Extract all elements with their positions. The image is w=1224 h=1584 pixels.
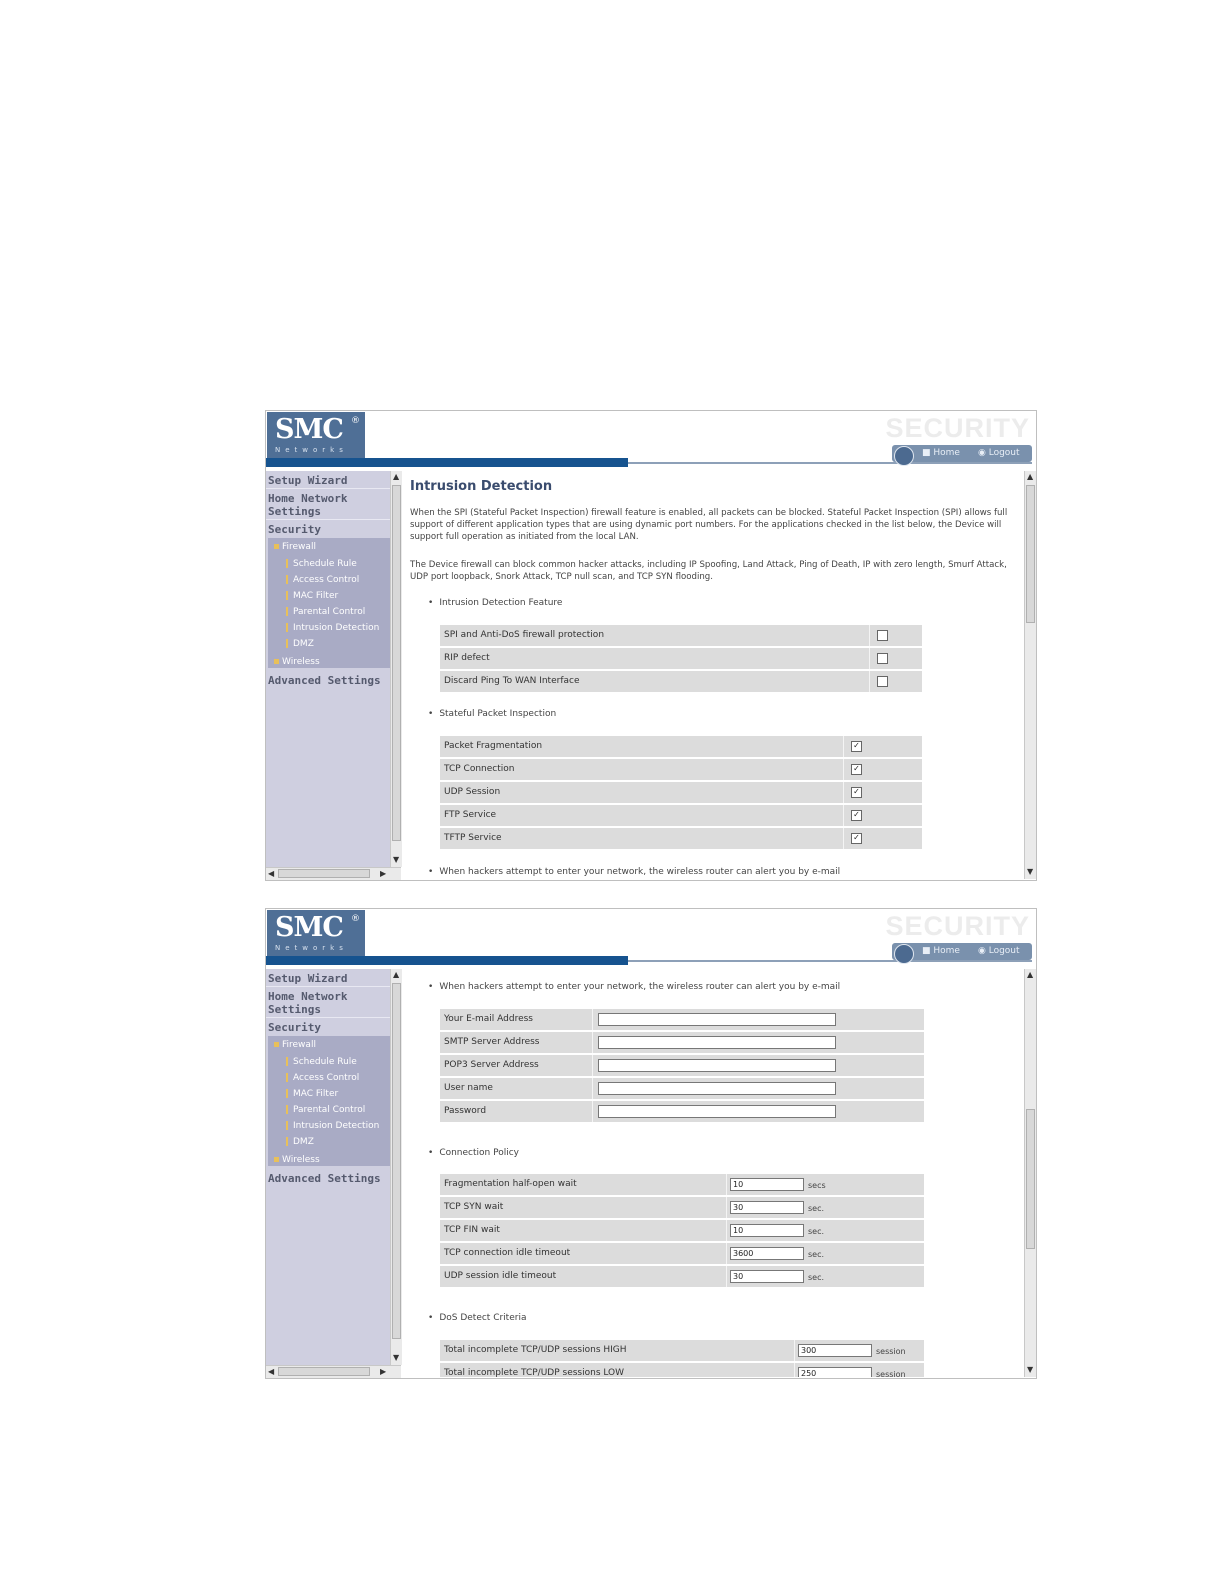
globe-icon [894, 944, 914, 964]
cell-divider [726, 1174, 727, 1195]
table-row [440, 1340, 924, 1361]
table-row [440, 1101, 924, 1122]
sidebar [266, 471, 390, 867]
cell-divider [869, 671, 870, 692]
sidebar-item-access-control[interactable]: Access Control [286, 1073, 359, 1083]
unit-label: secs [808, 1181, 826, 1190]
scroll-up-arrow-icon[interactable]: ▲ [1027, 472, 1034, 481]
sidebar-item-home-network-line2[interactable]: Settings [268, 1003, 321, 1016]
sidebar-horizontal-scrollbar[interactable] [266, 1365, 401, 1378]
logo-registered: ® [351, 914, 360, 924]
cell-divider [843, 736, 844, 757]
header [266, 411, 1036, 471]
row-label: Total incomplete TCP/UDP sessions LOW [444, 1368, 625, 1377]
globe-icon [894, 446, 914, 466]
logo-registered: ® [351, 416, 360, 426]
cell-divider [592, 1101, 593, 1122]
smc-logo [267, 910, 365, 956]
unit-label: session [876, 1370, 906, 1377]
dos-table [440, 1340, 924, 1377]
table-row [440, 1055, 924, 1076]
home-link-label: Home [933, 448, 960, 458]
cell-divider [843, 759, 844, 780]
row-label: Your E-mail Address [444, 1014, 533, 1024]
section-connection-policy [428, 1148, 519, 1158]
section-label: When hackers attempt to enter your network, the wireless router can alert you by e-mail [439, 867, 841, 877]
sessions-low-input[interactable]: 250 [798, 1367, 872, 1377]
cell-divider [726, 1197, 727, 1218]
spi-table [440, 736, 922, 851]
tcp-idle-timeout-input[interactable]: 3600 [730, 1247, 804, 1260]
scroll-right-arrow-icon[interactable]: ▶ [380, 1367, 387, 1376]
main-scroll-thumb[interactable] [1026, 485, 1035, 623]
scroll-down-arrow-icon[interactable]: ▼ [1027, 867, 1034, 876]
sidebar-item-access-control[interactable]: Access Control [286, 575, 359, 585]
sidebar-divider [266, 1017, 390, 1018]
spi-description: When the SPI (Stateful Packet Inspection) firewall feature is enabled, all packets can be blocked. Stateful Packet Inspection (SPI) allows full support of different application types that are using dynamic port numbers. For the applications checked in the list below, the Device will support full operation as initiated from the local LAN. [410, 508, 1008, 542]
section-label: Stateful Packet Inspection [439, 709, 557, 719]
policy-table [440, 1174, 924, 1289]
row-label: User name [444, 1083, 493, 1093]
discard-ping-checkbox[interactable] [877, 676, 888, 687]
sidebar-item-intrusion-detection[interactable]: Intrusion Detection [286, 623, 379, 633]
row-label: Fragmentation half-open wait [444, 1179, 577, 1189]
cell-divider [726, 1220, 727, 1241]
packet-fragmentation-checkbox[interactable]: ✓ [851, 741, 862, 752]
section-label: DoS Detect Criteria [439, 1313, 527, 1323]
scroll-down-arrow-icon[interactable]: ▼ [393, 855, 400, 864]
section-label: Intrusion Detection Feature [439, 598, 563, 608]
cell-divider [843, 828, 844, 849]
main-content [402, 471, 1024, 879]
smc-logo [267, 412, 365, 458]
pop3-server-input[interactable] [598, 1059, 836, 1072]
row-label: FTP Service [444, 810, 497, 820]
sidebar-item-intrusion-detection[interactable]: Intrusion Detection [286, 1121, 379, 1131]
logout-link-label: Logout [988, 448, 1020, 458]
table-row [440, 1078, 924, 1099]
sidebar-item-wireless[interactable]: Wireless [274, 657, 320, 667]
row-label: Packet Fragmentation [444, 741, 543, 751]
cell-divider [843, 782, 844, 803]
sidebar-item-home-network-line2[interactable]: Settings [268, 505, 321, 518]
row-label: TFTP Service [444, 833, 502, 843]
sidebar-item-security[interactable]: Security [268, 523, 321, 536]
sidebar-hscroll-thumb[interactable] [278, 1367, 370, 1376]
sidebar-item-dmz[interactable]: DMZ [286, 639, 314, 649]
sidebar-divider [266, 986, 390, 987]
sidebar-horizontal-scrollbar[interactable] [266, 867, 401, 880]
section-email-alert [428, 982, 840, 992]
unit-label: session [876, 1347, 906, 1356]
header-accent-bar [266, 458, 628, 467]
sidebar-item-advanced-settings[interactable]: Advanced Settings [268, 1172, 381, 1185]
table-row [440, 759, 922, 780]
tcp-connection-checkbox[interactable]: ✓ [851, 764, 862, 775]
sidebar [266, 969, 390, 1365]
sidebar-item-dmz[interactable]: DMZ [286, 1137, 314, 1147]
table-row [440, 828, 922, 849]
page-title: Intrusion Detection [410, 479, 553, 494]
scroll-down-arrow-icon[interactable]: ▼ [1027, 1365, 1034, 1374]
email-address-input[interactable] [598, 1013, 836, 1026]
cell-divider [869, 648, 870, 669]
ids-table [440, 625, 922, 694]
table-row [440, 625, 922, 646]
sidebar-divider [266, 488, 390, 489]
ftp-service-checkbox[interactable]: ✓ [851, 810, 862, 821]
header-accent-bar [266, 956, 628, 965]
cell-divider [592, 1009, 593, 1030]
section-email-alert [428, 867, 840, 877]
sessions-high-input[interactable]: 300 [798, 1344, 872, 1357]
screenshot-intrusion-detection-top [265, 410, 1037, 881]
table-row [440, 736, 922, 757]
unit-label: sec. [808, 1250, 825, 1259]
sidebar-item-firewall[interactable]: Firewall [274, 542, 316, 552]
logo-subtitle: Networks [275, 944, 348, 952]
section-watermark: SECURITY [885, 911, 1030, 941]
nav-divider [628, 960, 1032, 962]
section-watermark: SECURITY [885, 413, 1030, 443]
section-stateful-packet-inspection [428, 709, 556, 719]
sidebar-item-parental-control[interactable]: Parental Control [286, 1105, 365, 1115]
sidebar-vertical-scrollbar[interactable] [390, 471, 402, 867]
udp-idle-timeout-input[interactable]: 30 [730, 1270, 804, 1283]
logo-text: SMC [275, 912, 343, 943]
fragmentation-wait-input[interactable]: 10 [730, 1178, 804, 1191]
row-label: Discard Ping To WAN Interface [444, 676, 580, 686]
tcp-fin-wait-input[interactable]: 10 [730, 1224, 804, 1237]
tcp-syn-wait-input[interactable]: 30 [730, 1201, 804, 1214]
sidebar-item-security[interactable]: Security [268, 1021, 321, 1034]
scroll-down-arrow-icon[interactable]: ▼ [393, 1353, 400, 1362]
cell-divider [843, 805, 844, 826]
row-label: Total incomplete TCP/UDP sessions HIGH [444, 1345, 627, 1355]
row-label: UDP session idle timeout [444, 1271, 557, 1281]
scroll-left-arrow-icon[interactable]: ◀ [268, 869, 275, 878]
table-row [440, 1266, 924, 1287]
spi-antidos-checkbox[interactable] [877, 630, 888, 641]
logo-text: SMC [275, 414, 343, 445]
sidebar-scroll-thumb[interactable] [392, 485, 401, 841]
cell-divider [794, 1340, 795, 1361]
table-row [440, 671, 922, 692]
cell-divider [794, 1363, 795, 1377]
table-row [440, 805, 922, 826]
cell-divider [592, 1078, 593, 1099]
unit-label: sec. [808, 1204, 825, 1213]
main-vertical-scrollbar[interactable] [1024, 969, 1036, 1377]
cell-divider [726, 1266, 727, 1287]
home-link[interactable]: ■ Home [922, 448, 960, 458]
tftp-service-checkbox[interactable]: ✓ [851, 833, 862, 844]
scroll-left-arrow-icon[interactable]: ◀ [268, 1367, 275, 1376]
table-row [440, 1363, 924, 1377]
sidebar-item-home-network[interactable]: Home Network [268, 492, 348, 505]
smtp-server-input[interactable] [598, 1036, 836, 1049]
table-row [440, 1174, 924, 1195]
sidebar-divider [266, 519, 390, 520]
sidebar-item-advanced-settings[interactable]: Advanced Settings [268, 674, 381, 687]
cell-divider [726, 1243, 727, 1264]
main-content [402, 969, 1024, 1377]
sidebar-item-parental-control[interactable]: Parental Control [286, 607, 365, 617]
sidebar-item-schedule-rule[interactable]: Schedule Rule [286, 1057, 357, 1067]
row-label: UDP Session [444, 787, 501, 797]
section-intrusion-detection-feature [428, 598, 562, 608]
unit-label: sec. [808, 1273, 825, 1282]
cell-divider [592, 1055, 593, 1076]
firewall-description: The Device firewall can block common hacker attacks, including IP Spoofing, Land Attack, Ping of Death, IP with zero length, Smurf Attack, UDP port loopback, Snork Attack, TCP null scan, and TCP SYN flooding. [410, 560, 1007, 582]
table-row [440, 1197, 924, 1218]
sidebar-item-wireless[interactable]: Wireless [274, 1155, 320, 1165]
sidebar-item-mac-filter[interactable]: MAC Filter [286, 591, 338, 601]
row-label: TCP connection idle timeout [444, 1248, 571, 1258]
row-label: RIP defect [444, 653, 490, 663]
table-row [440, 1032, 924, 1053]
section-label: When hackers attempt to enter your network, the wireless router can alert you by e-mail [439, 982, 841, 992]
main-vertical-scrollbar[interactable] [1024, 471, 1036, 879]
sidebar-item-firewall[interactable]: Firewall [274, 1040, 316, 1050]
section-label: Connection Policy [439, 1148, 519, 1158]
table-row [440, 1220, 924, 1241]
logout-link[interactable]: ◉ Logout [978, 946, 1020, 956]
logo-subtitle: Networks [275, 446, 348, 454]
sidebar-vertical-scrollbar[interactable] [390, 969, 402, 1365]
sidebar-item-setup-wizard[interactable]: Setup Wizard [268, 972, 348, 985]
header [266, 909, 1036, 969]
sidebar-scroll-thumb[interactable] [392, 983, 401, 1339]
table-row [440, 1243, 924, 1264]
password-input[interactable] [598, 1105, 836, 1118]
screenshot-intrusion-detection-bottom [265, 908, 1037, 1379]
scroll-right-arrow-icon[interactable]: ▶ [380, 869, 387, 878]
sidebar-item-setup-wizard[interactable]: Setup Wizard [268, 474, 348, 487]
scroll-up-arrow-icon[interactable]: ▲ [1027, 970, 1034, 979]
section-dos-detect-criteria [428, 1313, 526, 1323]
unit-label: sec. [808, 1227, 825, 1236]
email-table [440, 1009, 924, 1124]
logout-link[interactable]: ◉ Logout [978, 448, 1020, 458]
cell-divider [869, 625, 870, 646]
username-input[interactable] [598, 1082, 836, 1095]
sidebar-hscroll-thumb[interactable] [278, 869, 370, 878]
main-scroll-thumb[interactable] [1026, 1109, 1035, 1249]
scroll-up-arrow-icon[interactable]: ▲ [393, 472, 400, 481]
row-label: Password [444, 1106, 487, 1116]
rip-defect-checkbox[interactable] [877, 653, 888, 664]
home-link-label: Home [933, 946, 960, 956]
row-label: TCP FIN wait [444, 1225, 500, 1235]
row-label: TCP Connection [444, 764, 515, 774]
table-row [440, 782, 922, 803]
cell-divider [592, 1032, 593, 1053]
nav-divider [628, 462, 1032, 464]
sidebar-item-schedule-rule[interactable]: Schedule Rule [286, 559, 357, 569]
row-label: TCP SYN wait [444, 1202, 504, 1212]
table-row [440, 648, 922, 669]
row-label: SMTP Server Address [444, 1037, 540, 1047]
home-link[interactable]: ■ Home [922, 946, 960, 956]
scroll-up-arrow-icon[interactable]: ▲ [393, 970, 400, 979]
table-row [440, 1009, 924, 1030]
sidebar-item-mac-filter[interactable]: MAC Filter [286, 1089, 338, 1099]
logout-link-label: Logout [988, 946, 1020, 956]
udp-session-checkbox[interactable]: ✓ [851, 787, 862, 798]
sidebar-item-home-network[interactable]: Home Network [268, 990, 348, 1003]
row-label: POP3 Server Address [444, 1060, 539, 1070]
row-label: SPI and Anti-DoS firewall protection [444, 630, 605, 640]
